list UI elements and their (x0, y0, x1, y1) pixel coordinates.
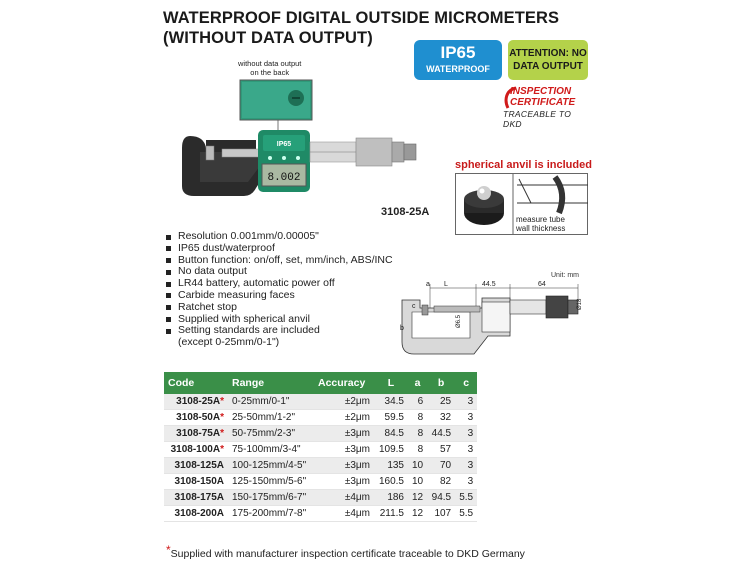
feature-item: IP65 dust/waterproof (166, 243, 393, 255)
cell-code: 3108-100A* (164, 442, 228, 458)
cell-accuracy: ±4μm (314, 506, 374, 522)
cell-b: 44.5 (427, 426, 455, 442)
cell-accuracy: ±2μm (314, 394, 374, 410)
title-line-1: WATERPROOF DIGITAL OUTSIDE MICROMETERS (163, 9, 560, 27)
cell-code: 3108-75A* (164, 426, 228, 442)
title-line-2: (WITHOUT DATA OUTPUT) (163, 29, 373, 47)
cell-range: 75-100mm/3-4" (228, 442, 314, 458)
certificate-line-3: TRACEABLE TO DKD (503, 109, 572, 129)
cell-c: 3 (455, 426, 477, 442)
cell-accuracy: ±4μm (314, 490, 374, 506)
dim-L: L (444, 281, 448, 288)
cell-code: 3108-200A (164, 506, 228, 522)
dim-b: b (400, 325, 404, 332)
certificate-line-2: CERTIFICATE (510, 97, 576, 108)
dim-44-5: 44.5 (482, 281, 496, 288)
dim-64: 64 (538, 281, 546, 288)
feature-item: Ratchet stop (166, 302, 393, 314)
callout-line-2: on the back (250, 68, 290, 77)
cell-L: 109.5 (374, 442, 408, 458)
cell-L: 34.5 (374, 394, 408, 410)
cell-a: 12 (408, 506, 427, 522)
col-header-b: b (427, 372, 455, 394)
table-row (164, 490, 477, 506)
cell-c: 3 (455, 410, 477, 426)
dim-d18: Ø18 (577, 298, 583, 310)
cell-accuracy: ±3μm (314, 426, 374, 442)
feature-item: Button function: on/off, set, mm/inch, ABS/INC (166, 255, 393, 267)
micrometer-image (160, 78, 420, 208)
cell-code: 3108-150A (164, 474, 228, 490)
cell-accuracy: ±3μm (314, 458, 374, 474)
cell-b: 107 (427, 506, 455, 522)
cell-c: 3 (455, 442, 477, 458)
dim-a: a (426, 281, 430, 288)
cell-code: 3108-125A (164, 458, 228, 474)
cell-range: 50-75mm/2-3" (228, 426, 314, 442)
ip65-badge (414, 40, 502, 80)
display-reading: 8.002 (267, 172, 301, 184)
feature-item: LR44 battery, automatic power off (166, 278, 393, 290)
cell-L: 84.5 (374, 426, 408, 442)
cell-b: 82 (427, 474, 455, 490)
spec-table (164, 372, 477, 522)
feature-item: No data output (166, 266, 393, 278)
cell-L: 186 (374, 490, 408, 506)
table-row (164, 458, 477, 474)
feature-item: Setting standards are included (166, 325, 393, 337)
table-row (164, 426, 477, 442)
col-header-a: a (408, 372, 427, 394)
dim-c: c (412, 303, 416, 310)
feature-item: Supplied with spherical anvil (166, 314, 393, 326)
callout-text (238, 59, 301, 77)
table-row (164, 442, 477, 458)
table-row (164, 410, 477, 426)
svg-text:IP65: IP65 (276, 141, 292, 148)
cell-a: 10 (408, 458, 427, 474)
cell-accuracy: ±2μm (314, 410, 374, 426)
cell-range: 150-175mm/6-7" (228, 490, 314, 506)
cell-range: 125-150mm/5-6" (228, 474, 314, 490)
cell-b: 25 (427, 394, 455, 410)
cell-code: 3108-175A (164, 490, 228, 506)
cell-b: 94.5 (427, 490, 455, 506)
cell-a: 8 (408, 410, 427, 426)
cell-a: 10 (408, 474, 427, 490)
callout-line-1: without data output (238, 59, 302, 68)
cell-b: 70 (427, 458, 455, 474)
feature-item: Carbide measuring faces (166, 290, 393, 302)
cell-range: 100-125mm/4-5" (228, 458, 314, 474)
ip65-badge-sub: WATERPROOF (426, 64, 490, 74)
cell-L: 211.5 (374, 506, 408, 522)
dim-d6-5: Ø6.5 (456, 314, 462, 328)
col-header-code: Code (164, 372, 228, 394)
cell-a: 6 (408, 394, 427, 410)
cell-code: 3108-50A* (164, 410, 228, 426)
cell-L: 135 (374, 458, 408, 474)
certificate-line-1: INSPECTION (510, 86, 572, 97)
cell-c: 3 (455, 474, 477, 490)
ip65-badge-main: IP65 (440, 43, 476, 62)
spherical-caption (516, 215, 565, 233)
cell-L: 59.5 (374, 410, 408, 426)
col-header-L: L (374, 372, 408, 394)
table-header-row (164, 372, 477, 394)
cell-a: 8 (408, 426, 427, 442)
table-row (164, 394, 477, 410)
cell-b: 57 (427, 442, 455, 458)
attention-line-2: DATA OUTPUT (513, 61, 583, 72)
spherical-caption-line-2: wall thickness (516, 224, 566, 233)
cell-b: 32 (427, 410, 455, 426)
technical-drawing (398, 278, 590, 366)
feature-continuation: (except 0-25mm/0-1") (178, 336, 280, 349)
cell-accuracy: ±3μm (314, 442, 374, 458)
cell-L: 160.5 (374, 474, 408, 490)
table-row (164, 506, 477, 522)
footnote (166, 543, 525, 560)
table-row (164, 474, 477, 490)
unit-label: Unit: mm (551, 272, 579, 279)
cell-a: 8 (408, 442, 427, 458)
cell-range: 0-25mm/0-1" (228, 394, 314, 410)
cell-c: 3 (455, 394, 477, 410)
feature-item: Resolution 0.001mm/0.00005" (166, 231, 393, 243)
footnote-text: Supplied with manufacturer inspection certificate traceable to DKD Germany (170, 548, 525, 560)
attention-badge (508, 40, 588, 80)
spherical-anvil-label: spherical anvil is included (455, 159, 592, 171)
certificate-swoosh-icon (502, 86, 522, 110)
cell-c: 3 (455, 458, 477, 474)
cell-code: 3108-25A* (164, 394, 228, 410)
feature-list (166, 231, 393, 349)
col-header-accuracy: Accuracy (314, 372, 374, 394)
col-header-range: Range (228, 372, 314, 394)
cell-accuracy: ±3μm (314, 474, 374, 490)
footnote-star: * (166, 543, 171, 557)
cell-a: 12 (408, 490, 427, 506)
attention-line-1: ATTENTION: NO (509, 48, 587, 59)
cell-c: 5.5 (455, 506, 477, 522)
inspection-certificate-logo (500, 86, 590, 129)
cell-range: 175-200mm/7-8" (228, 506, 314, 522)
col-header-c: c (455, 372, 477, 394)
spherical-caption-line-1: measure tube (516, 215, 565, 224)
cell-range: 25-50mm/1-2" (228, 410, 314, 426)
cell-c: 5.5 (455, 490, 477, 506)
model-label: 3108-25A (381, 206, 430, 218)
